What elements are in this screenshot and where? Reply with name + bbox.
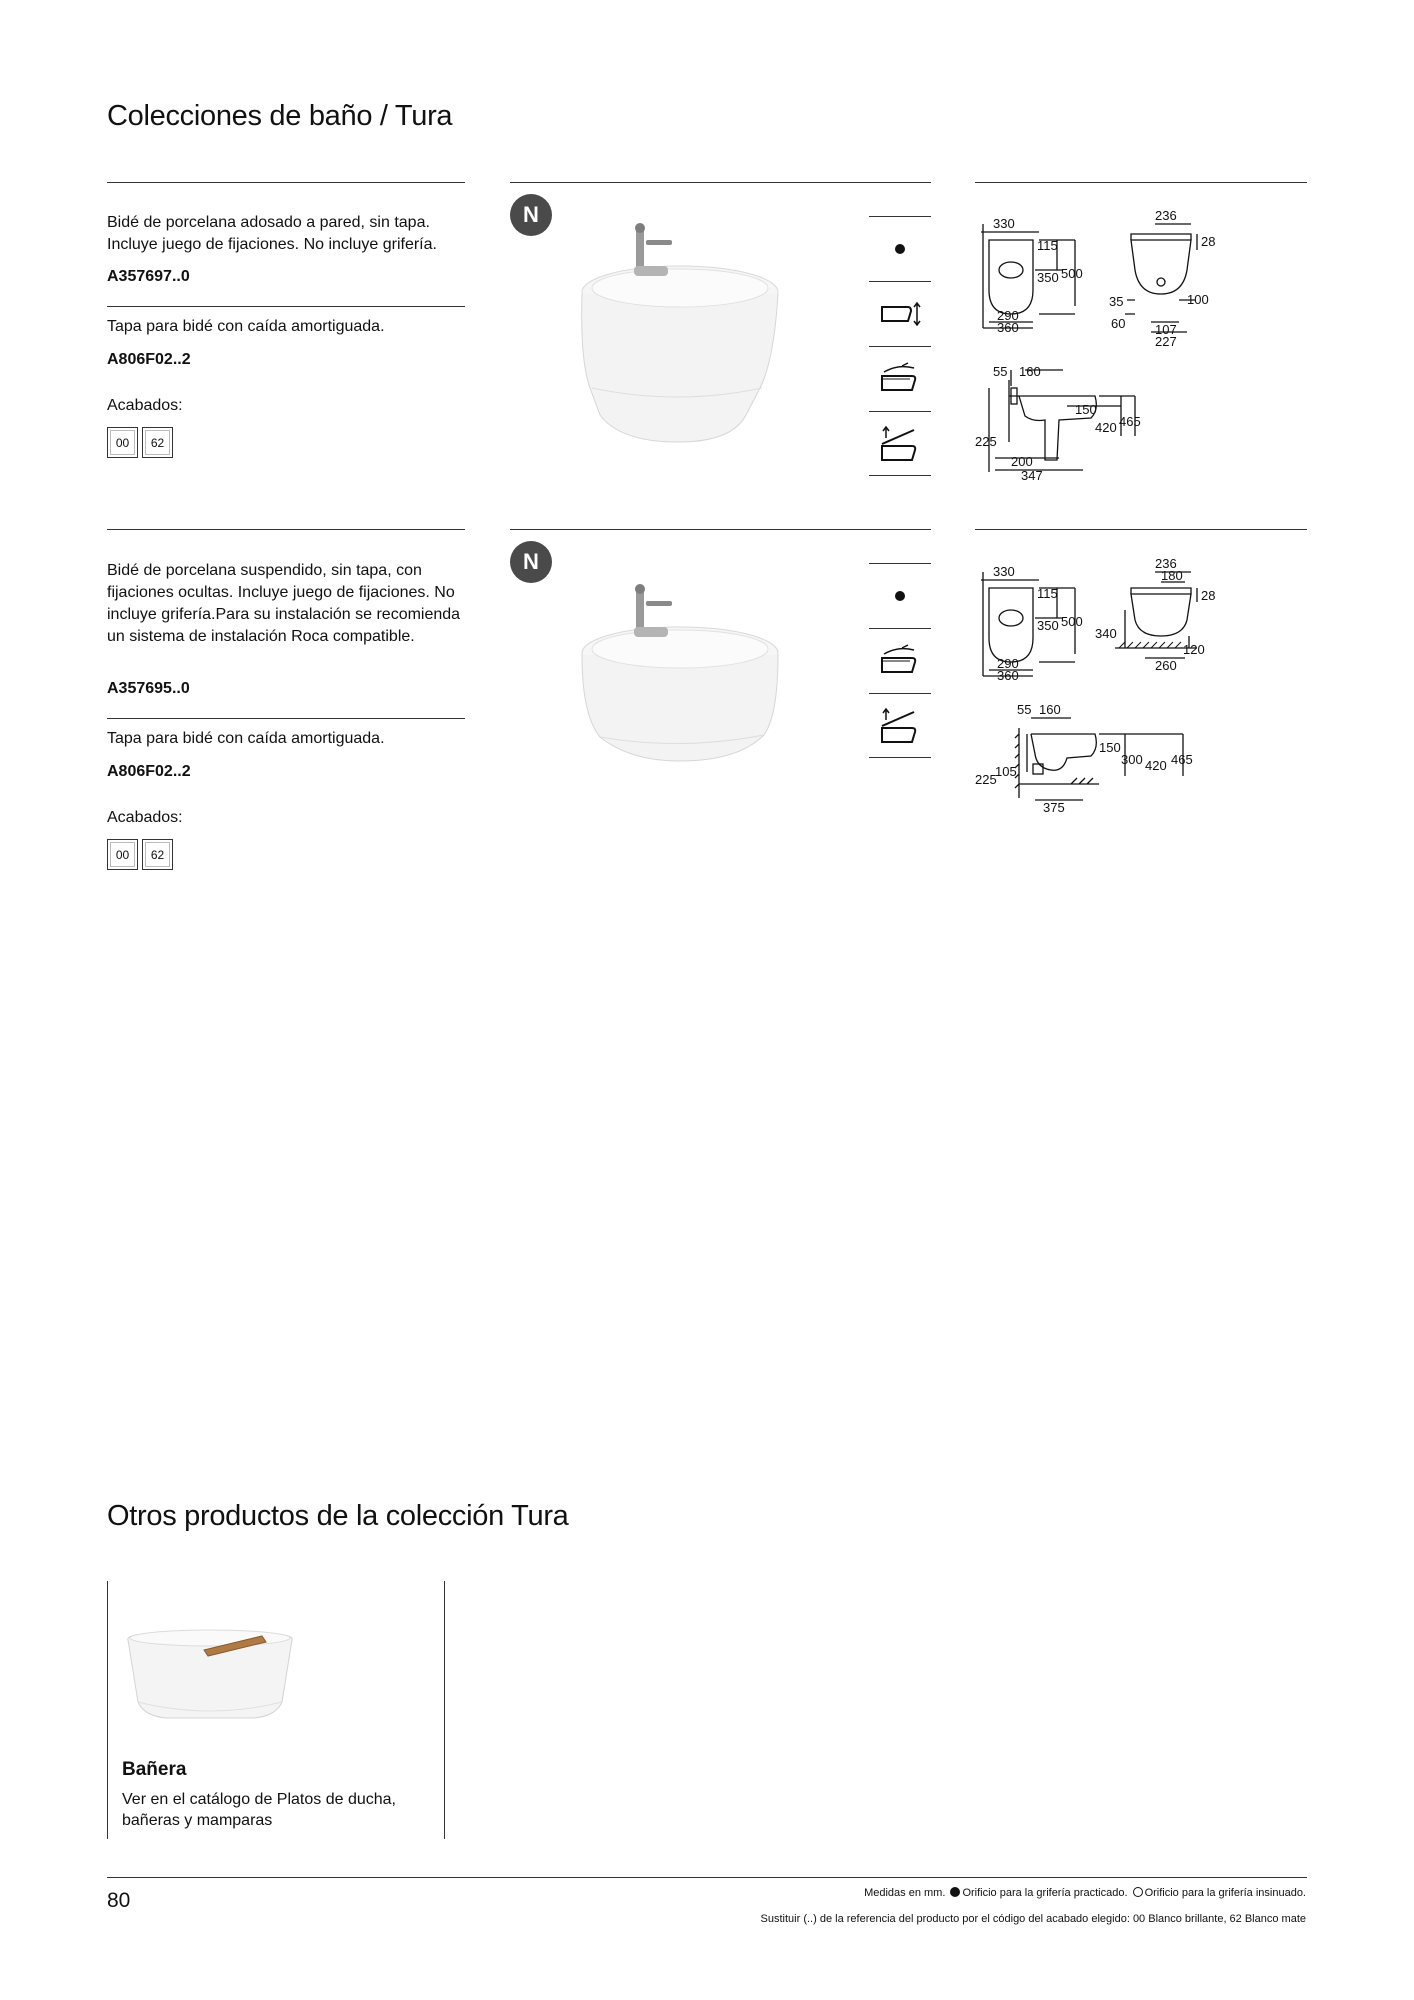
- product-code: A357697..0: [107, 268, 190, 285]
- column-rule-photo: [510, 182, 931, 183]
- feature-soft-close: [869, 411, 931, 476]
- dim-500: 500: [1061, 614, 1083, 629]
- height-adjust-icon: [878, 299, 922, 329]
- divider: [107, 306, 465, 307]
- feature-tap-hole: [869, 216, 931, 281]
- dim-330: 330: [993, 216, 1015, 231]
- finish-note: Sustituir (..) de la referencia del producto por el código del acabado elegido: 00 Blanco brillante, 62 Blanco mate: [760, 1913, 1306, 1925]
- dim-500: 500: [1061, 266, 1083, 281]
- divider: [107, 718, 465, 719]
- dim-150: 150: [1099, 740, 1121, 755]
- lid-code: A806F02..2: [107, 763, 191, 780]
- dim-360: 360: [997, 320, 1019, 335]
- legend-measure: Medidas en mm.: [864, 1887, 946, 1899]
- dim-28: 28: [1201, 588, 1216, 603]
- dim-236: 236: [1155, 558, 1177, 571]
- finish-swatches: [107, 839, 173, 870]
- filled-circle-icon: [950, 1887, 960, 1897]
- filled-dot-icon: [893, 242, 907, 256]
- footer-rule: [107, 1877, 1307, 1878]
- dim-260: 260: [1155, 658, 1177, 673]
- legend-line: [864, 1887, 1306, 1899]
- dim-290: 290: [997, 656, 1019, 671]
- finish-chip-00: 00: [107, 427, 138, 458]
- legend-suggested: Orificio para la grifería insinuado.: [1144, 1887, 1306, 1899]
- dim-160: 160: [1039, 702, 1061, 717]
- dim-55: 55: [1017, 702, 1032, 717]
- dim-200: 200: [1011, 454, 1033, 469]
- feature-soft-close: [869, 693, 931, 758]
- dim-160: 160: [1019, 364, 1041, 379]
- dim-150: 150: [1075, 402, 1097, 417]
- soft-close-lid-icon: [878, 424, 922, 464]
- finishes-label: Acabados:: [107, 809, 183, 826]
- finish-swatches: [107, 427, 173, 458]
- dim-290: 290: [997, 308, 1019, 323]
- empty-circle-icon: [1133, 1887, 1143, 1897]
- dim-115: 115: [1037, 238, 1058, 253]
- dim-420: 420: [1095, 420, 1117, 435]
- dim-360: 360: [997, 668, 1019, 683]
- features-list: [869, 563, 931, 758]
- product-description: Bidé de porcelana adosado a pared, sin tapa. Incluye juego de fijaciones. No incluye grifería.: [107, 214, 437, 253]
- finish-chip-62: 62: [142, 427, 173, 458]
- dim-105: 105: [995, 764, 1017, 779]
- dim-465: 465: [1119, 414, 1141, 429]
- dim-375: 375: [1043, 800, 1065, 815]
- dim-225: 225: [975, 434, 997, 449]
- dim-300: 300: [1121, 752, 1143, 767]
- legend-practiced: Orificio para la grifería practicado.: [962, 1887, 1128, 1899]
- product-description: Bidé de porcelana suspendido, sin tapa, con fijaciones ocultas. Incluye juego de fijaciones. No incluye grifería.Para su instalación se recomienda un sistema de instalación Roca compatible.: [107, 562, 461, 645]
- easy-clean-icon: [878, 362, 922, 396]
- feature-easy-clean: [869, 346, 931, 411]
- finish-chip-00: 00: [107, 839, 138, 870]
- page-title: Colecciones de baño / Tura: [107, 100, 453, 132]
- column-rule-drawing: [975, 182, 1307, 183]
- lid-code: A806F02..2: [107, 351, 191, 368]
- new-badge: N: [510, 194, 552, 236]
- feature-height-adjust: [869, 281, 931, 346]
- card-link-text[interactable]: Ver en el catálogo de Platos de ducha, bañeras y mamparas: [122, 1791, 396, 1829]
- dim-28: 28: [1201, 234, 1216, 249]
- dim-225: 225: [975, 772, 997, 787]
- product-code: A357695..0: [107, 680, 190, 697]
- dim-350: 350: [1037, 270, 1059, 285]
- dim-60: 60: [1111, 316, 1126, 331]
- bidet-photo-floor-standing: [560, 210, 800, 450]
- column-rule-text: [107, 182, 465, 183]
- dim-180: 180: [1161, 568, 1183, 583]
- dim-115: 115: [1037, 586, 1058, 601]
- soft-close-lid-icon: [878, 706, 922, 746]
- technical-drawing: [975, 210, 1305, 500]
- page-number: 80: [107, 1889, 131, 1912]
- product-card-banera[interactable]: [107, 1581, 445, 1839]
- easy-clean-icon: [878, 644, 922, 678]
- dim-35: 35: [1109, 294, 1124, 309]
- features-list: [869, 216, 931, 476]
- feature-easy-clean: [869, 628, 931, 693]
- card-title: Bañera: [122, 1759, 187, 1780]
- dim-330: 330: [993, 564, 1015, 579]
- new-badge: N: [510, 541, 552, 583]
- side-view: [1125, 224, 1197, 332]
- column-rule-text: [107, 529, 465, 530]
- feature-tap-hole: [869, 563, 931, 628]
- dim-100: 100: [1187, 292, 1209, 307]
- section-title: Otros productos de la colección Tura: [107, 1500, 569, 1532]
- dim-236: 236: [1155, 210, 1177, 223]
- dim-420: 420: [1145, 758, 1167, 773]
- dim-227: 227: [1155, 334, 1177, 349]
- bathtub-photo: [122, 1616, 297, 1726]
- technical-drawing: [975, 558, 1305, 828]
- finish-chip-62: 62: [142, 839, 173, 870]
- dim-347: 347: [1021, 468, 1043, 483]
- dim-107: 107: [1155, 322, 1177, 337]
- lid-description: Tapa para bidé con caída amortiguada.: [107, 318, 385, 335]
- dim-350: 350: [1037, 618, 1059, 633]
- finishes-label: Acabados:: [107, 397, 183, 414]
- lid-description: Tapa para bidé con caída amortiguada.: [107, 730, 385, 747]
- dim-340: 340: [1095, 626, 1117, 641]
- bidet-photo-wall-hung: [560, 565, 800, 805]
- dim-55: 55: [993, 364, 1008, 379]
- dim-465: 465: [1171, 752, 1193, 767]
- column-rule-photo: [510, 529, 931, 530]
- filled-dot-icon: [893, 589, 907, 603]
- dim-120: 120: [1183, 642, 1205, 657]
- column-rule-drawing: [975, 529, 1307, 530]
